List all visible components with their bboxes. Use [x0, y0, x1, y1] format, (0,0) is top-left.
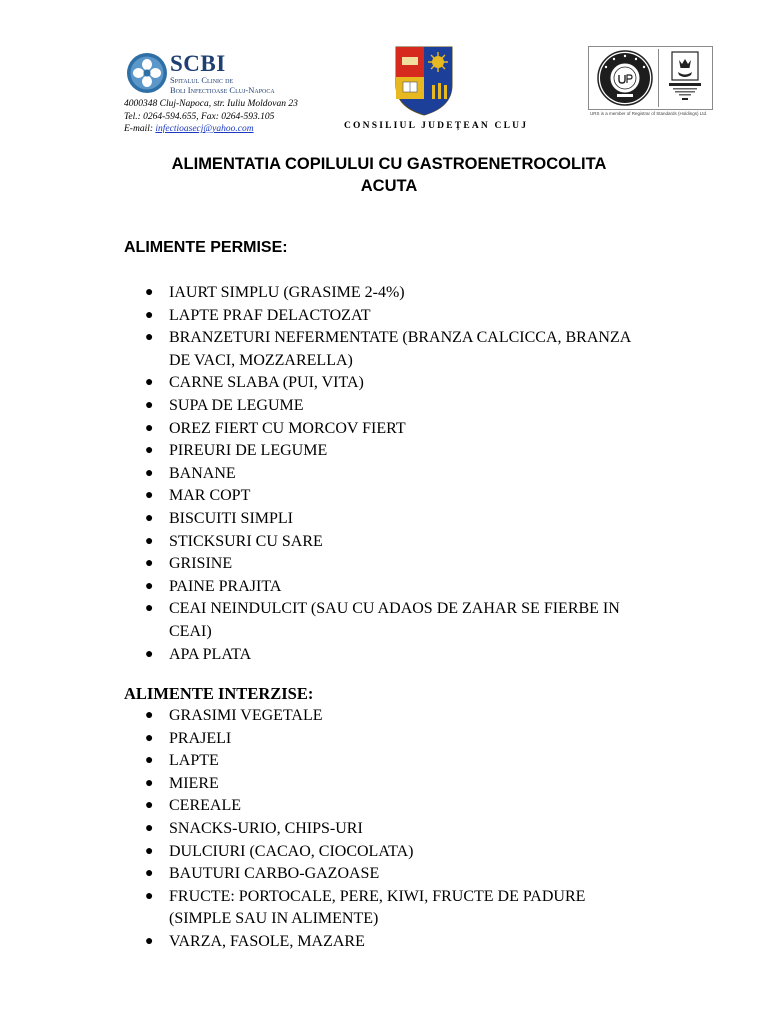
document-title — [130, 153, 648, 197]
hospital-name-line1: Spitalul Clinic de — [170, 75, 234, 85]
list-item-text: CEREALE — [169, 797, 241, 815]
list-item — [0, 282, 649, 305]
list-item — [0, 705, 649, 728]
list-item-text: IAURT SIMPLU (GRASIME 2-4%) — [169, 284, 405, 301]
bullet-icon: ● — [145, 465, 154, 481]
list-item-text: OREZ FIERT CU MORCOV FIERT — [169, 419, 406, 437]
list-item — [0, 863, 649, 886]
list-item-text: SNACKS-URIO, CHIPS-URI — [169, 819, 363, 837]
hospital-name — [170, 76, 275, 95]
bullet-icon: ● — [145, 533, 154, 549]
bullet-icon: ● — [145, 285, 154, 300]
list-item — [0, 773, 649, 796]
contact-block — [124, 98, 298, 136]
list-item-text: VARZA, FASOLE, MAZARE — [169, 932, 365, 950]
bullet-icon: ● — [145, 488, 154, 504]
bullet-icon: ● — [145, 730, 154, 746]
allowed-foods-heading: ALIMENTE PERMISE: — [124, 239, 288, 256]
bullet-icon: ● — [145, 556, 154, 572]
list-item — [0, 841, 649, 864]
cluj-county-crest — [394, 45, 454, 117]
forbidden-foods-heading: ALIMENTE INTERZISE: — [124, 684, 314, 703]
list-item-text: LAPTE PRAF DELACTOZAT — [169, 306, 371, 324]
document-title-line2: ACUTA — [360, 177, 418, 195]
list-item — [0, 728, 649, 751]
email-link[interactable]: infectioasecj@yahoo.com — [155, 124, 254, 134]
bullet-icon: ● — [145, 375, 154, 391]
list-item — [0, 327, 649, 372]
certification-note: URS is a member of Registrar of Standards (Holdings) Ltd. — [590, 111, 708, 116]
list-item — [0, 372, 649, 395]
bullet-icon: ● — [145, 866, 154, 882]
document-title-line1: ALIMENTATIA COPILULUI CU GASTROENETROCOLITA — [171, 155, 607, 173]
ukas-management-systems-icon — [663, 50, 707, 106]
list-item — [0, 598, 649, 643]
bullet-icon: ● — [145, 578, 154, 594]
list-item-text: CARNE SLABA (PUI, VITA) — [169, 374, 364, 392]
bullet-icon: ● — [145, 798, 154, 814]
bullet-icon: ● — [145, 820, 154, 836]
list-item-text: BAUTURI CARBO-GAZOASE — [169, 865, 380, 883]
bullet-icon: ● — [145, 397, 154, 413]
list-item — [0, 305, 649, 328]
list-item — [0, 886, 649, 931]
scbi-logo — [126, 52, 168, 94]
list-item — [0, 750, 649, 773]
list-item-text: PIREURI DE LEGUME — [169, 442, 328, 460]
bullet-icon: ● — [145, 307, 154, 323]
list-item-text: BANANE — [169, 464, 236, 482]
bullet-icon: ● — [145, 843, 154, 859]
list-item-text: FRUCTE: PORTOCALE, PERE, KIWI, FRUCTE DE PADURE (SIMPLE SAU IN ALIMENTE) — [169, 887, 586, 928]
list-item — [0, 418, 649, 441]
list-item-text: GRISINE — [169, 555, 233, 573]
list-item — [0, 795, 649, 818]
list-item-text: LAPTE — [169, 752, 219, 770]
list-item — [0, 440, 649, 463]
email-label: E-mail: — [124, 124, 156, 134]
county-council-name: CONSILIUL JUDEȚEAN CLUJ — [344, 121, 529, 131]
list-item — [0, 485, 649, 508]
forbidden-foods-list — [0, 705, 768, 954]
list-item — [0, 553, 649, 576]
list-item — [0, 395, 649, 418]
bullet-icon: ● — [145, 888, 154, 904]
list-item-text: PAINE PRAJITA — [169, 577, 282, 595]
address-text: 4000348 Cluj-Napoca, str. Iuliu Moldovan 23 — [124, 99, 298, 109]
list-item — [0, 818, 649, 841]
list-item-text: MIERE — [169, 774, 219, 792]
bullet-icon: ● — [145, 753, 154, 769]
hospital-abbreviation: SCBI — [170, 51, 226, 76]
phone-fax-text: Tel.: 0264-594.655, Fax: 0264-593.105 — [124, 111, 275, 122]
email-line — [124, 123, 298, 136]
list-item — [0, 531, 649, 554]
hospital-name-line2: Boli Infectioase Cluj-Napoca — [170, 84, 275, 95]
cert-divider — [658, 49, 659, 107]
bullet-icon: ● — [145, 646, 154, 662]
list-item — [0, 644, 649, 667]
list-item — [0, 463, 649, 486]
list-item-text: BRANZETURI NEFERMENTATE (BRANZA CALCICCA, BRANZA DE VACI, MOZZARELLA) — [169, 329, 631, 369]
bullet-icon: ● — [145, 601, 154, 617]
list-item-text: APA PLATA — [169, 645, 252, 663]
bullet-icon: ● — [145, 420, 154, 436]
allowed-foods-list — [0, 282, 768, 666]
list-item-text: CEAI NEINDULCIT (SAU CU ADAOS DE ZAHAR SE FIERBE IN CEAI) — [169, 600, 620, 640]
list-item-text: STICKSURI CU SARE — [169, 532, 323, 550]
urs-iso-seal-icon — [597, 50, 653, 106]
list-item — [0, 576, 649, 599]
bullet-icon: ● — [145, 510, 154, 526]
list-item — [0, 508, 649, 531]
list-item-text: DULCIURI (CACAO, CIOCOLATA) — [169, 842, 414, 860]
bullet-icon: ● — [145, 330, 154, 346]
list-item-text: MAR COPT — [169, 487, 251, 505]
bullet-icon: ● — [145, 775, 154, 791]
list-item — [0, 931, 649, 954]
bullet-icon: ● — [145, 933, 154, 949]
certification-logos — [588, 46, 713, 110]
list-item-text: PRAJELI — [169, 729, 232, 747]
bullet-icon: ● — [145, 443, 154, 459]
list-item-text: BISCUITI SIMPLI — [169, 509, 294, 527]
bullet-icon: ● — [145, 708, 154, 723]
list-item-text: GRASIMI VEGETALE — [169, 707, 323, 724]
list-item-text: SUPA DE LEGUME — [169, 396, 304, 414]
